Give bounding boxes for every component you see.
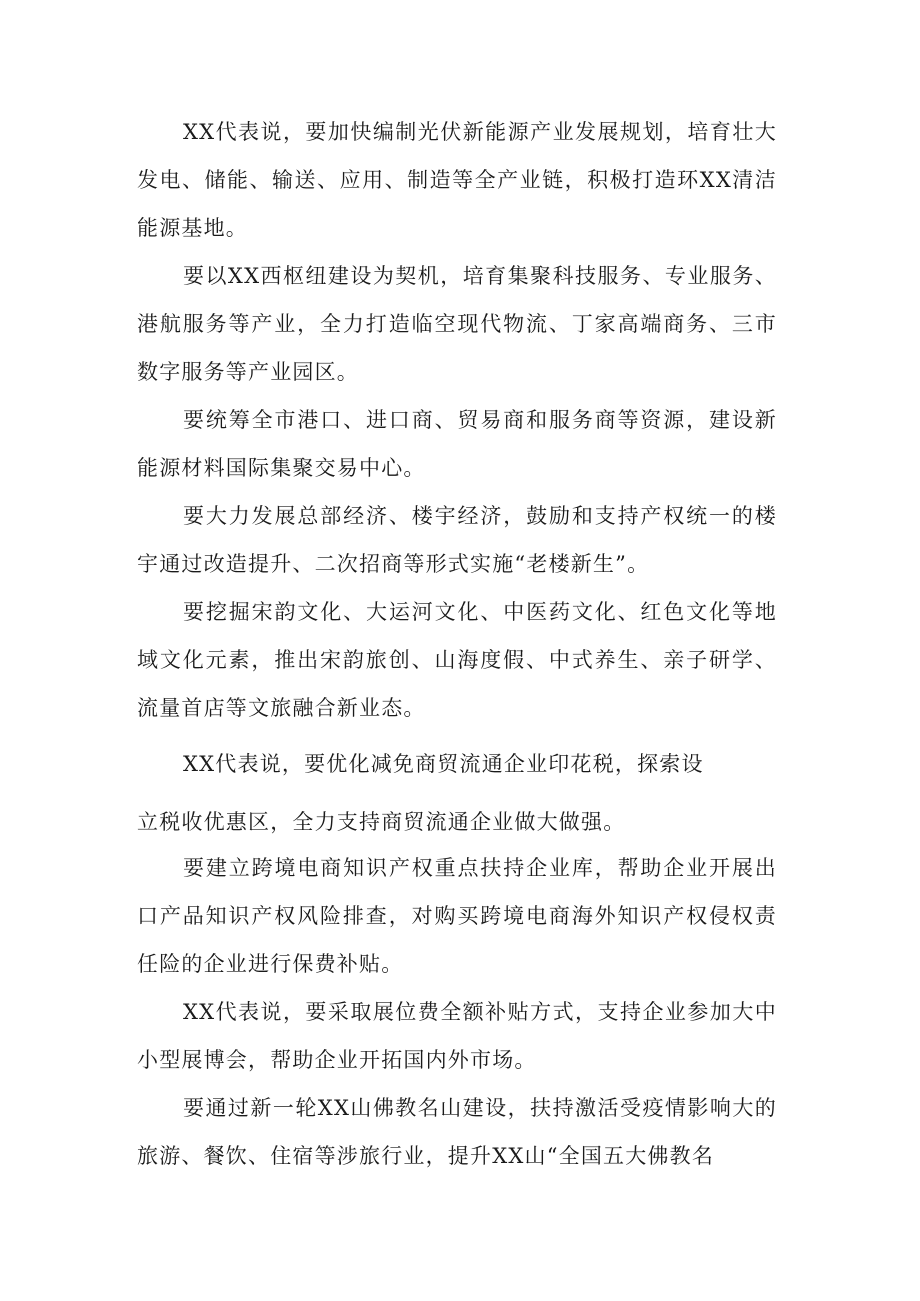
paragraph-3: 要统筹全市港口、进口商、贸易商和服务商等资源，建设新能源材料国际集聚交易中心。 [137,408,777,480]
paragraph-2: 要以XX西枢纽建设为契机，培育集聚科技服务、专业服务、港航服务等产业，全力打造临空现代物流、丁家高端商务、三市数字服务等产业园区。 [137,264,777,384]
paragraph-6-line-1: XX代表说，要优化减免商贸流通企业印花税，探索设 [183,752,704,776]
paragraph-4: 要大力发展总部经济、楼宇经济，鼓励和支持产权统一的楼宇通过改造提升、二次招商等形式实施“老楼新生”。 [137,504,777,576]
paragraph-1: XX代表说，要加快编制光伏新能源产业发展规划，培育壮大发电、储能、输送、应用、制造等全产业链，积极打造环XX清洁能源基地。 [137,120,777,240]
paragraph-7: 要建立跨境电商知识产权重点扶持企业库，帮助企业开展出口产品知识产权风险排查，对购买跨境电商海外知识产权侵权责任险的企业进行保费补贴。 [137,856,777,976]
paragraph-9: 要通过新一轮XX山佛教名山建设，扶持激活受疫情影响大的旅游、餐饮、住宿等涉旅行业，提升XX山“全国五大佛教名 [137,1096,777,1168]
paragraph-6-line-2: 立税收优惠区，全力支持商贸流通企业做大做强。 [137,810,626,834]
paragraph-5: 要挖掘宋韵文化、大运河文化、中医药文化、红色文化等地域文化元素，推出宋韵旅创、山海度假、中式养生、亲子研学、流量首店等文旅融合新业态。 [137,600,777,720]
paragraph-8: XX代表说，要采取展位费全额补贴方式，支持企业参加大中小型展博会，帮助企业开拓国内外市场。 [137,1000,777,1072]
